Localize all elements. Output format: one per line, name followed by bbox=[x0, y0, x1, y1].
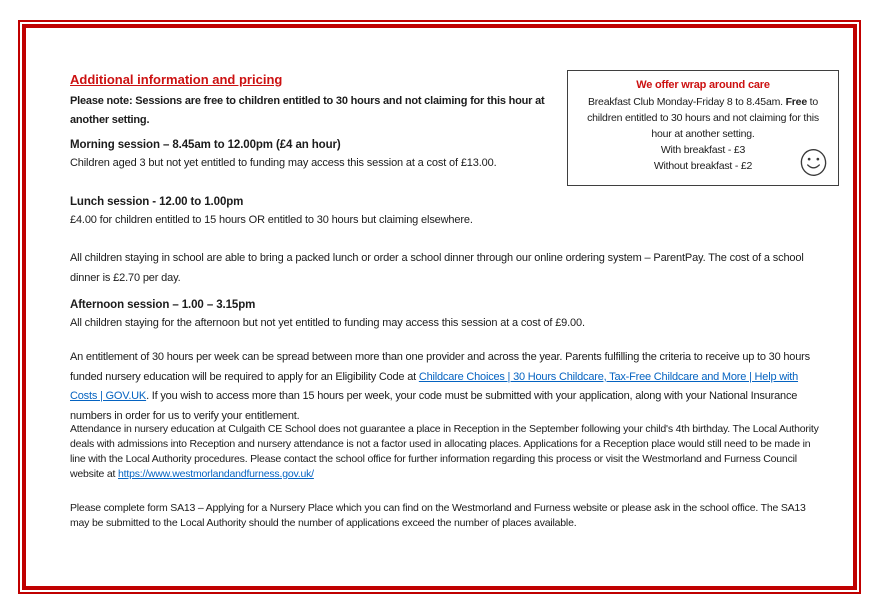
without-breakfast-price: Without breakfast - £2 bbox=[653, 160, 753, 172]
wrap-care-text: Breakfast Club Monday-Friday 8 to 8.45am. bbox=[587, 96, 786, 108]
page-title: Additional information and pricing bbox=[70, 72, 283, 87]
paragraph-text: . If you wish to access more than 15 hours per week, your code must be submitted with your application, along with your National Insurance numbers in order for us to verify your entitlement. bbox=[70, 390, 798, 422]
attendance-paragraph bbox=[70, 422, 824, 482]
lunch-session-heading: Lunch session - 12.00 to 1.00pm bbox=[70, 196, 244, 208]
westmorland-furness-link[interactable]: https://www.westmorlandandfurness.gov.uk/ bbox=[118, 468, 314, 480]
with-breakfast-price: With breakfast - £3 bbox=[660, 144, 746, 156]
afternoon-session-heading: Afternoon session – 1.00 – 3.15pm bbox=[70, 299, 256, 311]
smiley-face-icon bbox=[798, 147, 829, 178]
packed-lunch-paragraph: All children staying in school are able to bring a packed lunch or order a school dinner through our online ordering system – ParentPay. The cost of a school dinner is £2.70 per day. bbox=[70, 252, 804, 284]
paragraph-text: Attendance in nursery education at Culgaith CE School does not guarantee a place in Reception in the September following your child's 4th birthday. The Local Authority deals with admissions into Reception and nursery attendance is not a factor used in allocating places. Applications for a Reception place would still need to be made in line with the Local Authority procedures. Please contact the school office for further information regarding this process or visit the Westmorland and Furness Council website at bbox=[70, 423, 819, 480]
afternoon-session-text: All children staying for the afternoon but not yet entitled to funding may access this session at a cost of £9.00. bbox=[70, 317, 585, 329]
wrap-care-text: to children entitled to 30 hours and not claiming for this hour at another setting. bbox=[587, 96, 819, 140]
lunch-session-text: £4.00 for children entitled to 15 hours OR entitled to 30 hours but claiming elsewhere. bbox=[70, 214, 473, 226]
sa13-paragraph: Please complete form SA13 – Applying for a Nursery Place which you can find on the Westmorland and Furness website or please ask in the school office. The SA13 may be submitted to the Local Authority should the number of applications exceed the number of places available. bbox=[70, 502, 806, 529]
entitlement-paragraph bbox=[70, 348, 822, 426]
wrap-care-title: We offer wrap around care bbox=[636, 79, 770, 91]
wrap-care-body bbox=[576, 94, 830, 142]
paragraph-text: An entitlement of 30 hours per week can be spread between more than one provider and across the year. Parents fulfilling the criteria to receive up to 30 hours funded nursery education will be required to apply for an Eligibility Code at bbox=[70, 351, 810, 383]
childcare-choices-link[interactable]: Childcare Choices | 30 Hours Childcare, Tax-Free Childcare and More | Help with Costs | GOV.UK bbox=[70, 370, 799, 402]
wrap-care-free-bold: Free bbox=[785, 96, 807, 108]
morning-session-heading: Morning session – 8.45am to 12.00pm (£4 an hour) bbox=[70, 139, 341, 151]
morning-session-text: Children aged 3 but not yet entitled to funding may access this session at a cost of £13.00. bbox=[70, 157, 497, 169]
intro-note: Please note: Sessions are free to children entitled to 30 hours and not claiming for this hour at another setting. bbox=[70, 95, 545, 126]
wrap-around-care-box bbox=[567, 70, 839, 186]
